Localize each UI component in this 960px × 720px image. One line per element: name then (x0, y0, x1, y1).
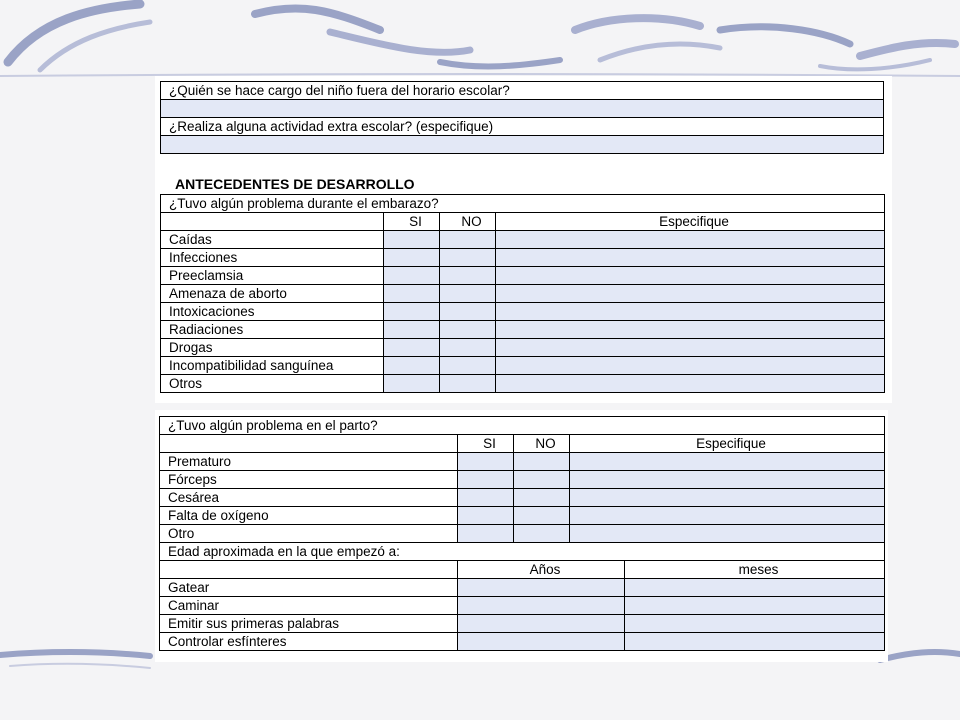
question-row (161, 82, 884, 100)
general-questions-table (160, 81, 884, 154)
si-checkbox-cell[interactable] (384, 339, 440, 357)
header-blank (161, 213, 384, 231)
table-row (161, 321, 885, 339)
row-label: Prematuro (160, 453, 458, 471)
table-row (160, 525, 885, 543)
table-row (161, 249, 885, 267)
table-row (161, 339, 885, 357)
table-row (160, 507, 885, 525)
row-label: Infecciones (161, 249, 384, 267)
no-checkbox-cell[interactable] (440, 231, 496, 249)
row-label: Drogas (161, 339, 384, 357)
si-checkbox-cell[interactable] (458, 525, 514, 543)
header-si: SI (458, 435, 514, 453)
si-checkbox-cell[interactable] (384, 249, 440, 267)
specify-field[interactable] (570, 453, 885, 471)
row-label: Gatear (160, 579, 458, 597)
header-specify: Especifique (570, 435, 885, 453)
table-row (161, 285, 885, 303)
no-checkbox-cell[interactable] (440, 321, 496, 339)
pregnancy-question: ¿Tuvo algún problema durante el embarazo? (161, 195, 885, 213)
specify-field[interactable] (570, 471, 885, 489)
row-label: Controlar esfínteres (160, 633, 458, 651)
no-checkbox-cell[interactable] (440, 285, 496, 303)
row-label: Caídas (161, 231, 384, 249)
question-extracurricular: ¿Realiza alguna actividad extra escolar? (especifique) (161, 118, 884, 136)
si-checkbox-cell[interactable] (384, 303, 440, 321)
header-months: meses (625, 561, 885, 579)
header-blank (160, 435, 458, 453)
si-checkbox-cell[interactable] (458, 489, 514, 507)
table-row (160, 579, 885, 597)
specify-field[interactable] (496, 249, 885, 267)
row-label: Incompatibilidad sanguínea (161, 357, 384, 375)
si-checkbox-cell[interactable] (458, 471, 514, 489)
si-checkbox-cell[interactable] (384, 285, 440, 303)
header-blank (160, 561, 458, 579)
table-row (160, 489, 885, 507)
header-no: NO (514, 435, 570, 453)
si-checkbox-cell[interactable] (458, 453, 514, 471)
table-row (161, 231, 885, 249)
answer-extracurricular-field[interactable] (161, 136, 884, 154)
row-label: Falta de oxígeno (160, 507, 458, 525)
specify-field[interactable] (496, 375, 885, 393)
si-checkbox-cell[interactable] (458, 507, 514, 525)
no-checkbox-cell[interactable] (440, 303, 496, 321)
no-checkbox-cell[interactable] (440, 339, 496, 357)
si-checkbox-cell[interactable] (384, 357, 440, 375)
row-label: Radiaciones (161, 321, 384, 339)
no-checkbox-cell[interactable] (440, 357, 496, 375)
years-field[interactable] (458, 633, 625, 651)
si-checkbox-cell[interactable] (384, 375, 440, 393)
no-checkbox-cell[interactable] (514, 471, 570, 489)
section-title: ANTECEDENTES DE DESARROLLO (175, 176, 415, 192)
specify-field[interactable] (496, 231, 885, 249)
question-row (161, 118, 884, 136)
no-checkbox-cell[interactable] (514, 489, 570, 507)
no-checkbox-cell[interactable] (440, 375, 496, 393)
header-specify: Especifique (496, 213, 885, 231)
row-label: Preeclamsia (161, 267, 384, 285)
months-field[interactable] (625, 579, 885, 597)
table-row (161, 375, 885, 393)
table-row (160, 615, 885, 633)
header-no: NO (440, 213, 496, 231)
row-label: Fórceps (160, 471, 458, 489)
specify-field[interactable] (496, 357, 885, 375)
row-label: Caminar (160, 597, 458, 615)
si-checkbox-cell[interactable] (384, 267, 440, 285)
specify-field[interactable] (496, 339, 885, 357)
row-label: Amenaza de aborto (161, 285, 384, 303)
months-field[interactable] (625, 615, 885, 633)
question-caregiver: ¿Quién se hace cargo del niño fuera del horario escolar? (161, 82, 884, 100)
si-checkbox-cell[interactable] (384, 321, 440, 339)
row-label: Emitir sus primeras palabras (160, 615, 458, 633)
table-row (160, 597, 885, 615)
si-checkbox-cell[interactable] (384, 231, 440, 249)
specify-field[interactable] (496, 267, 885, 285)
pregnancy-problems-table (160, 194, 885, 393)
no-checkbox-cell[interactable] (440, 267, 496, 285)
no-checkbox-cell[interactable] (514, 525, 570, 543)
table-row (161, 357, 885, 375)
no-checkbox-cell[interactable] (440, 249, 496, 267)
specify-field[interactable] (570, 507, 885, 525)
row-label: Cesárea (160, 489, 458, 507)
no-checkbox-cell[interactable] (514, 453, 570, 471)
specify-field[interactable] (496, 321, 885, 339)
years-field[interactable] (458, 579, 625, 597)
row-label: Otro (160, 525, 458, 543)
specify-field[interactable] (496, 303, 885, 321)
birth-problems-table (159, 416, 885, 651)
table-row (161, 267, 885, 285)
years-field[interactable] (458, 597, 625, 615)
birth-question: ¿Tuvo algún problema en el parto? (160, 417, 885, 435)
table-row (160, 471, 885, 489)
row-label: Otros (161, 375, 384, 393)
specify-field[interactable] (496, 285, 885, 303)
row-label: Intoxicaciones (161, 303, 384, 321)
months-field[interactable] (625, 633, 885, 651)
months-field[interactable] (625, 597, 885, 615)
header-years: Años (458, 561, 625, 579)
answer-caregiver-field[interactable] (161, 100, 884, 118)
specify-field[interactable] (570, 489, 885, 507)
table-row (160, 633, 885, 651)
specify-field[interactable] (570, 525, 885, 543)
header-si: SI (384, 213, 440, 231)
no-checkbox-cell[interactable] (514, 507, 570, 525)
table-row (160, 453, 885, 471)
years-field[interactable] (458, 615, 625, 633)
table-row (161, 303, 885, 321)
milestones-question: Edad aproximada en la que empezó a: (160, 543, 885, 561)
